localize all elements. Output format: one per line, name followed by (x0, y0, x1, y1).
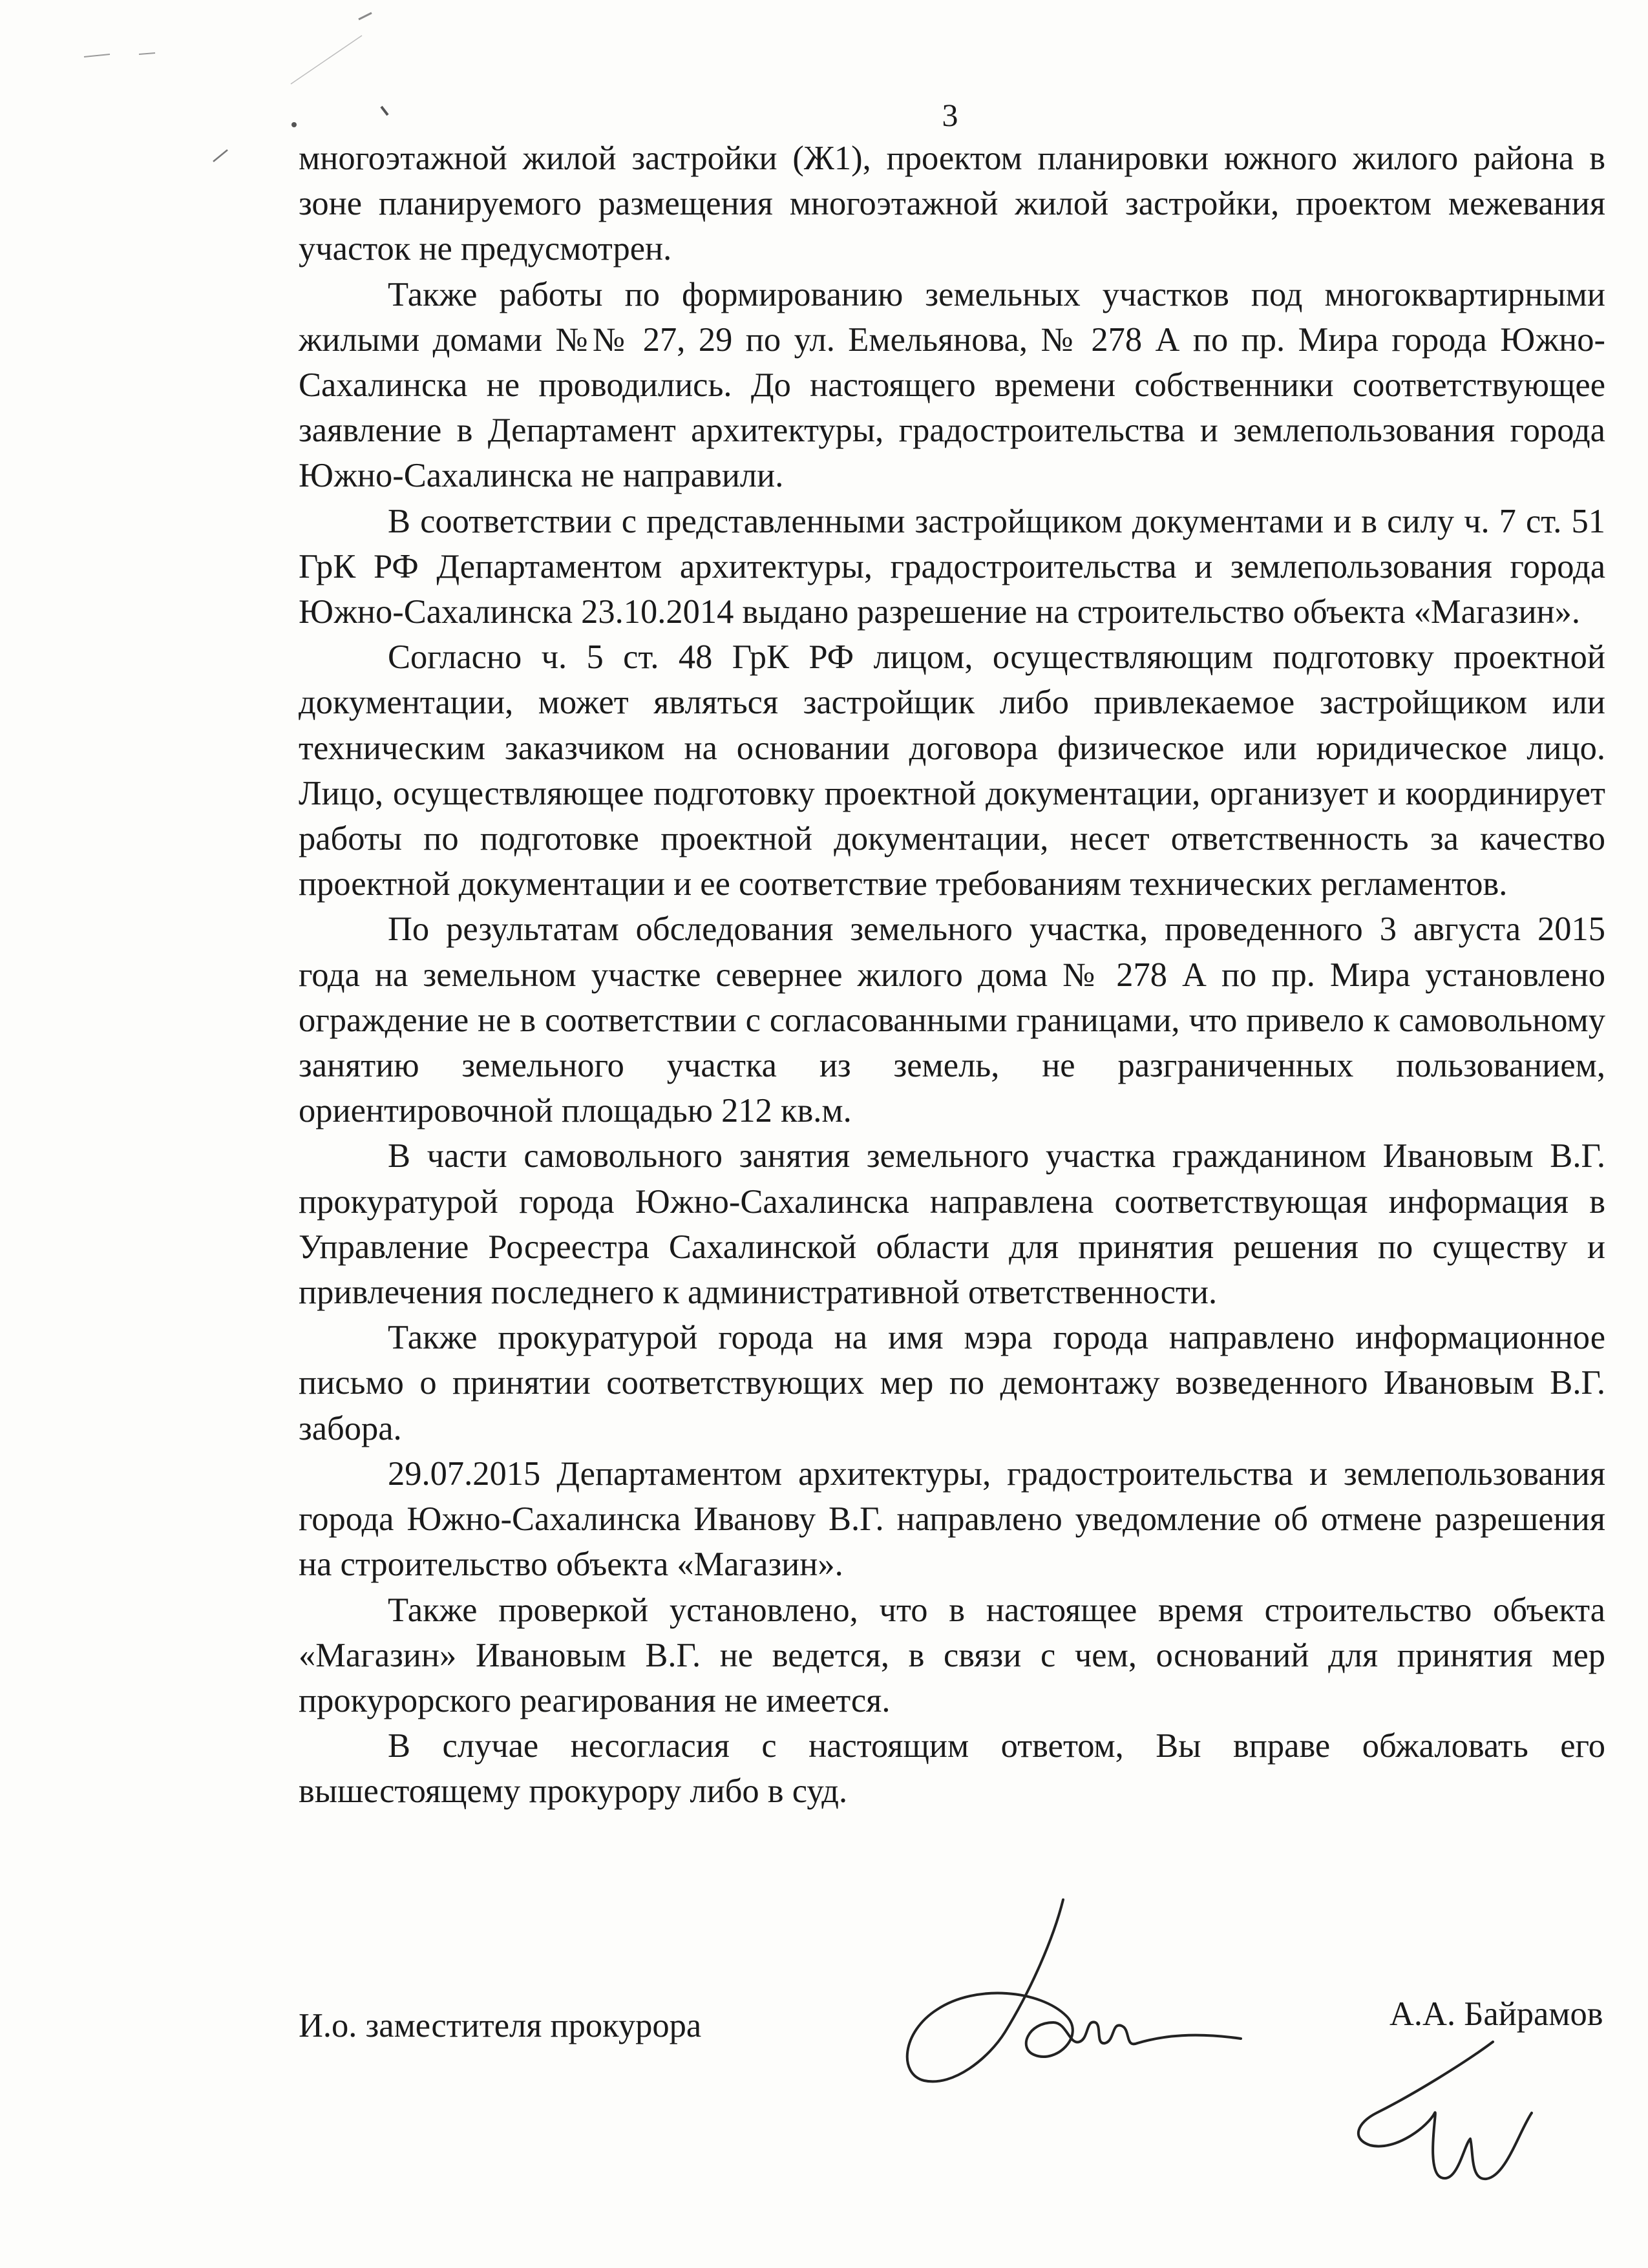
paragraph-8: 29.07.2015 Департаментом архитектуры, градостроительства и землепользования города Южно-Сахалинска Иванову В.Г. направлено уведомление об отмене разрешения на строительство объекта «Магазин». (299, 1454, 1605, 1584)
signatory-position: И.о. заместителя прокурора (299, 2007, 702, 2044)
paragraph-3: В соответствии с представленными застройщиком документами и в силу ч. 7 ст. 51 ГрК РФ Департаментом архитектуры, градостроительства и землепользования города Южно-Сахалинска 23.10.2014 выдано разрешение на строительство объекта «Магазин». (299, 502, 1605, 631)
paragraph-2: Также работы по формированию земельных участков под многоквартирными жилыми домами №№ 27, 29 по ул. Емельянова, № 278 А по пр. Мира города Южно-Сахалинска не проводились. До настоящего времени собственники соответствующее заявление в Департамент архитектуры, градостроительства и землепользования города Южно-Сахалинска не направили. (299, 275, 1605, 495)
paragraph-7: Также прокуратурой города на имя мэра города направлено информационное письмо о принятии соответствующих мер по демонтажу возведенного Ивановым В.Г. забора. (299, 1319, 1605, 1447)
paragraph-1: многоэтажной жилой застройки (Ж1), проектом планировки южного жилого района в зоне планируемого размещения многоэтажной жилой застройки, проектом межевания участок не предусмотрен. (299, 140, 1605, 268)
paragraph-6: В части самовольного занятия земельного участка гражданином Ивановым В.Г. прокуратурой города Южно-Сахалинска направлена соответствующая информация в Управление Росреестра Сахалинской области для принятия решения по существу и привлечения последнего к административной ответственности. (299, 1137, 1605, 1312)
signatory-name: А.А. Байрамов (1389, 1995, 1603, 2033)
paragraph-10: В случае несогласия с настоящим ответом, Вы вправе обжаловать его вышестоящему прокурору либо в суд. (299, 1727, 1605, 1811)
paragraph-9: Также проверкой установлено, что в настоящее время строительство объекта «Магазин» Ивановым В.Г. не ведется, в связи с чем, оснований для принятия мер прокурорского реагирования не имеется. (299, 1591, 1605, 1719)
paragraph-5: По результатам обследования земельного участка, проведенного 3 августа 2015 года на земельном участке севернее жилого дома № 278 А по пр. Мира установлено ограждение не в соответствии с согласованными границами, что привело к самовольному занятию земельного участка из земель, не разграниченных пользованием, ориентировочной площадью 212 кв.м. (299, 910, 1605, 1130)
handwritten-signature (892, 1893, 1254, 2100)
page-number: 3 (942, 97, 958, 133)
letter-body (299, 136, 1605, 1814)
paragraph-4: Согласно ч. 5 ст. 48 ГрК РФ лицом, осуществляющим подготовку проектной документации, может являться застройщик либо привлекаемое застройщиком или техническим заказчиком на основании договора физическое или юридическое лицо. Лицо, осуществляющее подготовку проектной документации, организует и координирует работы по подготовке проектной документации, несет ответственность за качество проектной документации и ее соответствие требованиям технических регламентов. (299, 638, 1605, 903)
handwritten-initial-mark (1338, 2035, 1583, 2203)
